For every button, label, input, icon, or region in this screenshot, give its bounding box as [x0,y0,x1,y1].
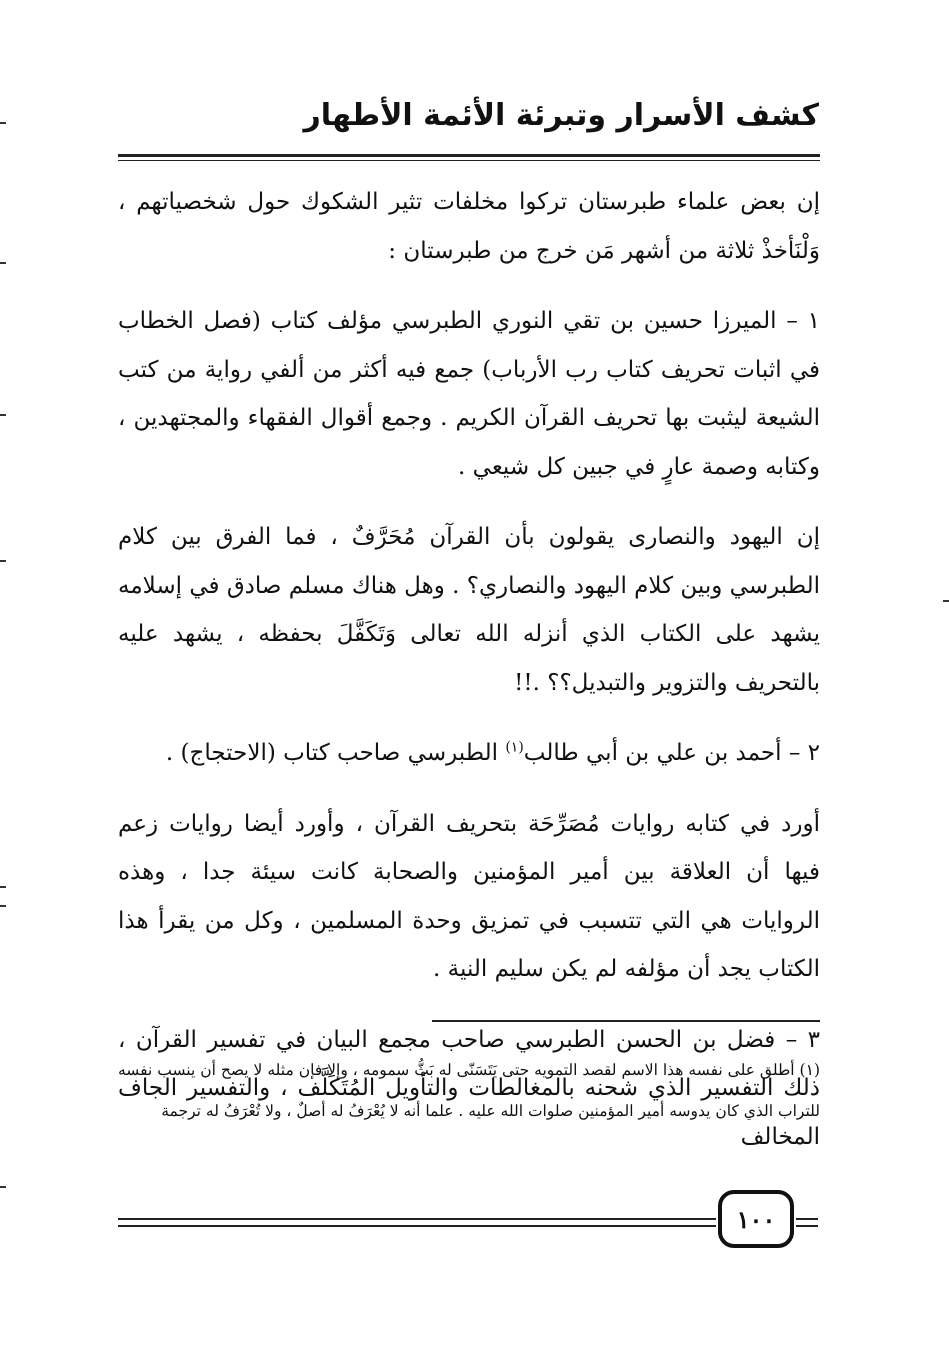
body-text [118,178,820,1161]
footer-rule-right-bottom [796,1225,818,1227]
paragraph-item-3: ٣ – فضل بن الحسن الطبرسي صاحب مجمع البيان في تفسير القرآن ، ذلك التفسير الذي شحنه بالمغالطات والتأويل المُتَكَلَّف ، والتفسير الجاف المخالف [118,1026,820,1150]
scan-mark [943,600,949,602]
paragraph-item-2 [118,729,820,778]
paragraph-intro: إن بعض علماء طبرستان تركوا مخلفات تثير الشكوك حول شخصياتهم ، وَلْنَأخذْ ثلاثة من أشهر مَن خرج من طبرستان : [118,189,820,264]
header-rule-thick [118,154,820,157]
footer-rule-right-top [796,1218,818,1220]
scan-mark [0,905,6,907]
item-2-text-start: ٢ – أحمد بن علي بن أبي طالب [523,740,820,766]
scan-mark [0,1186,6,1188]
scan-mark [0,414,6,416]
scan-mark [0,560,6,562]
footer-rule-top [118,1218,716,1220]
footnote-reference: (١) [505,739,524,756]
paragraph-item-2-details: أورد في كتابه روايات مُصَرِّحَة بتحريف القرآن ، وأورد أيضا روايات زعم فيها أن العلاقة بين أمير المؤمنين والصحابة كانت سيئة جدا ، وهذه الروايات هي التي تتسبب في تمزيق وحدة المسلمين ، وكل من يقرأ هذا الكتاب يجد أن مؤلفه لم يكن سليم النية . [118,810,820,982]
scan-mark [0,262,6,264]
footnote-separator [432,1020,820,1022]
footnote: (١) أطلق على نفسه هذا الاسم لقصد التمويه حتى يَتَسَنّى له بَثُّ سمومه ، وإلا فإن مثله لا يصح أن ينسب نفسه للتراب الذي كان يدوسه أمير المؤمنين صلوات الله عليه . علما أنه لا يُعْرَفُ له أصلٌ ، ولا تُعْرَفُ له ترجمة [118,1061,820,1120]
header-rule-thin [118,160,820,161]
running-header-title: كشف الأسرار وتبرئة الأئمة الأطهار [303,98,819,133]
paragraph-item-1: ١ – الميرزا حسين بن تقي النوري الطبرسي مؤلف كتاب (فصل الخطاب في اثبات تحريف كتاب رب الأرباب) جمع فيه أكثر من ألفي رواية من كتب الشيعة ليثبت بها تحريف القرآن الكريم . وجمع أقوال الفقهاء والمجتهدين ، وكتابه وصمة عارٍ في جبين كل شيعي . [118,308,820,480]
page-number: ١٠٠ [718,1190,794,1248]
scan-mark [0,886,6,888]
paragraph-commentary: إن اليهود والنصارى يقولون بأن القرآن مُحَرَّفٌ ، فما الفرق بين كلام الطبرسي وبين كلام اليهود والنصاري؟ . وهل هناك مسلم صادق في إسلامه يشهد على الكتاب الذي أنزله الله تعالى وَتَكَفَّلَ بحفظه ، يشهد عليه بالتحريف والتزوير والتبديل؟؟ .!! [118,524,820,696]
item-2-text-end: الطبرسي صاحب كتاب (الاحتجاج) . [165,740,506,766]
footer-rule-bottom [118,1225,716,1227]
scan-mark [0,122,6,124]
